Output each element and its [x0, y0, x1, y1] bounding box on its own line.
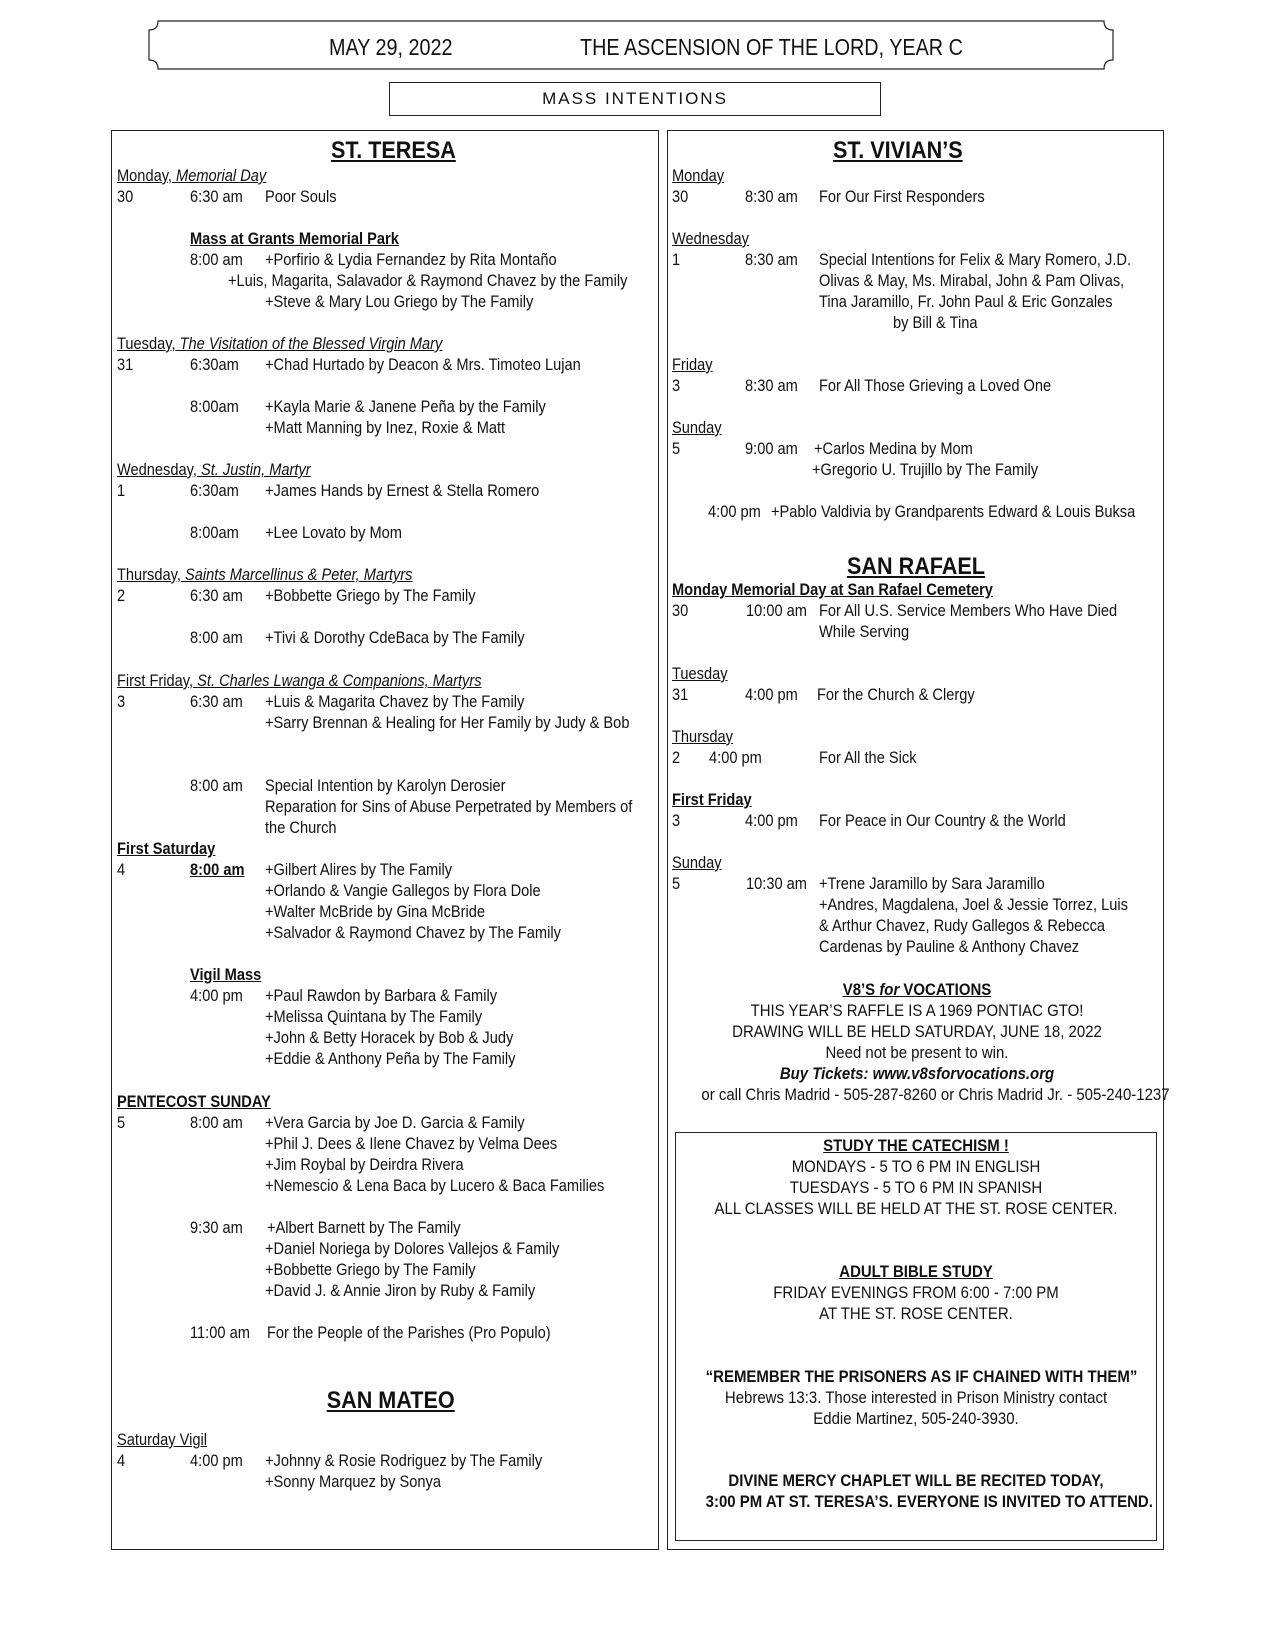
v8s-title: V8’S for VOCATIONS [842, 980, 992, 999]
intention-text: Special Intentions for Felix & Mary Romero, J.D. [819, 250, 1132, 269]
intention-text: by Bill & Tina [893, 313, 978, 332]
bulletin-date: MAY 29, 2022 [329, 34, 453, 60]
day-heading: First Friday [672, 790, 752, 809]
v8s-contact-line: or call Chris Madrid - 505-287-8260 or Chris Madrid Jr. - 505-240-1237 [701, 1085, 1170, 1104]
bible-study-line: FRIDAY EVENINGS FROM 6:00 - 7:00 PM [773, 1283, 1059, 1302]
date-number: 31 [117, 355, 134, 374]
v8s-line: DRAWING WILL BE HELD SATURDAY, JUNE 18, 2022 [732, 1022, 1102, 1041]
date-number: 3 [117, 692, 126, 711]
date-number: 2 [117, 586, 126, 605]
date-number: 5 [117, 1113, 126, 1132]
event-heading: Mass at Grants Memorial Park [190, 229, 399, 248]
mass-time: 6:30am [190, 481, 239, 500]
mass-time: 6:30 am [190, 692, 243, 711]
intention-text: +Daniel Noriega by Dolores Vallejos & Family [265, 1239, 560, 1258]
intention-text: +James Hands by Ernest & Stella Romero [265, 481, 540, 500]
mass-time: 8:30 am [745, 376, 798, 395]
intention-text: For the Church & Clergy [817, 685, 975, 704]
day-heading: Tuesday, The Visitation of the Blessed Virgin Mary [117, 334, 443, 353]
day-heading: Sunday [672, 853, 722, 872]
intention-text: +Chad Hurtado by Deacon & Mrs. Timoteo Lujan [265, 355, 581, 374]
st-vivians-title: ST. VIVIAN’S [833, 137, 963, 164]
date-number: 5 [672, 874, 681, 893]
intention-text: Olivas & May, Ms. Mirabal, John & Pam Olivas, [819, 271, 1125, 290]
intention-text: Cardenas by Pauline & Anthony Chavez [819, 937, 1080, 956]
intention-text: +Vera Garcia by Joe D. Garcia & Family [265, 1113, 525, 1132]
intention-text: +Paul Rawdon by Barbara & Family [265, 986, 498, 1005]
intention-text: +Porfirio & Lydia Fernandez by Rita Montaño [265, 250, 557, 269]
intention-text: +Bobbette Griego by The Family [265, 586, 476, 605]
mass-time: 8:00 am [190, 860, 245, 879]
intention-text: Reparation for Sins of Abuse Perpetrated by Members of [265, 797, 633, 816]
intention-text: +Walter McBride by Gina McBride [265, 902, 486, 921]
mass-intentions-heading: MASS INTENTIONS [389, 82, 881, 116]
date-number: 4 [117, 860, 126, 879]
mass-time: 8:00am [190, 523, 239, 542]
prison-ministry-line: Hebrews 13:3. Those interested in Prison Ministry contact [724, 1388, 1108, 1407]
intention-text: +Bobbette Griego by The Family [265, 1260, 476, 1279]
prison-ministry-line: Eddie Martinez, 505-240-3930. [813, 1409, 1019, 1428]
day-heading: Friday [672, 355, 713, 374]
intention-text: +Johnny & Rosie Rodriguez by The Family [265, 1451, 543, 1470]
intention-text: & Arthur Chavez, Rudy Gallegos & Rebecca [819, 916, 1106, 935]
event-heading: Vigil Mass [190, 965, 262, 984]
day-heading: First Saturday [117, 839, 216, 858]
day-heading: Monday [672, 166, 725, 185]
day-heading: Wednesday, St. Justin, Martyr [117, 460, 311, 479]
day-heading: PENTECOST SUNDAY [117, 1092, 271, 1111]
intention-text: +Orlando & Vangie Gallegos by Flora Dole [265, 881, 541, 900]
intention-text: +Salvador & Raymond Chavez by The Family [265, 923, 561, 942]
catechism-line: TUESDAYS - 5 TO 6 PM IN SPANISH [789, 1178, 1043, 1197]
intention-text: +Tivi & Dorothy CdeBaca by The Family [265, 628, 525, 647]
bulletin-feast: THE ASCENSION OF THE LORD, YEAR C [580, 34, 963, 60]
mass-time: 9:00 am [745, 439, 798, 458]
intention-text: +Melissa Quintana by The Family [265, 1007, 483, 1026]
day-heading: Thursday, Saints Marcellinus & Peter, Martyrs [117, 565, 413, 584]
mass-time: 8:00 am [190, 776, 243, 795]
intention-text: +Sonny Marquez by Sonya [265, 1472, 441, 1491]
intention-text: +Jim Roybal by Deirdra Rivera [265, 1155, 464, 1174]
intention-text: Tina Jaramillo, Fr. John Paul & Eric Gonzales [819, 292, 1113, 311]
intention-text: +Lee Lovato by Mom [265, 523, 402, 542]
intention-text: +Nemescio & Lena Baca by Lucero & Baca Families [265, 1176, 605, 1195]
day-heading: Monday Memorial Day at San Rafael Cemetery [672, 580, 993, 599]
mass-time: 4:00 pm [190, 1451, 243, 1470]
intention-text: +Albert Barnett by The Family [267, 1218, 461, 1237]
divine-mercy-line: DIVINE MERCY CHAPLET WILL BE RECITED TODAY, [728, 1471, 1104, 1490]
mass-time: 9:30 am [190, 1218, 243, 1237]
date-number: 30 [672, 187, 689, 206]
v8s-line: THIS YEAR’S RAFFLE IS A 1969 PONTIAC GTO! [750, 1001, 1084, 1020]
intention-text: +John & Betty Horacek by Bob & Judy [265, 1028, 514, 1047]
mass-time: 8:30 am [745, 187, 798, 206]
v8s-tickets-line: Buy Tickets: www.v8sforvocations.org [779, 1064, 1055, 1083]
intention-text: For All U.S. Service Members Who Have Died [819, 601, 1118, 620]
date-number: 3 [672, 376, 681, 395]
mass-time: 4:00 pm [745, 685, 798, 704]
day-heading: Thursday [672, 727, 733, 746]
intention-text: +Sarry Brennan & Healing for Her Family by Judy & Bob [265, 713, 630, 732]
divine-mercy-line: 3:00 PM AT ST. TERESA’S. EVERYONE IS INVITED TO ATTEND. [705, 1492, 1153, 1511]
intention-text: +Luis, Magarita, Salavador & Raymond Chavez by the Family [228, 271, 628, 290]
intention-text: +Phil J. Dees & Ilene Chavez by Velma Dees [265, 1134, 558, 1153]
intention-text: +Luis & Magarita Chavez by The Family [265, 692, 525, 711]
intention-text: For All the Sick [819, 748, 917, 767]
intention-text: For Peace in Our Country & the World [819, 811, 1066, 830]
mass-time: 11:00 am [190, 1323, 250, 1342]
day-heading: Tuesday [672, 664, 728, 683]
mass-time: 8:00 am [190, 1113, 243, 1132]
day-heading: Wednesday [672, 229, 749, 248]
v8s-line: Need not be present to win. [825, 1043, 1009, 1062]
intention-text: +Eddie & Anthony Peña by The Family [265, 1049, 516, 1068]
mass-time: 6:30 am [190, 586, 243, 605]
mass-time: 6:30 am [190, 187, 243, 206]
mass-time: 8:00 am [190, 250, 243, 269]
date-number: 31 [672, 685, 689, 704]
mass-time: 8:00am [190, 397, 239, 416]
mass-time: 4:00 pm [708, 502, 761, 521]
day-heading: First Friday, St. Charles Lwanga & Companions, Martyrs [117, 671, 482, 690]
date-number: 4 [117, 1451, 126, 1470]
catechism-title: STUDY THE CATECHISM ! [823, 1136, 1009, 1155]
catechism-line: ALL CLASSES WILL BE HELD AT THE ST. ROSE CENTER. [714, 1199, 1118, 1218]
bible-study-title: ADULT BIBLE STUDY [839, 1262, 993, 1281]
intention-text: +Kayla Marie & Janene Peña by the Family [265, 397, 546, 416]
mass-time: 6:30am [190, 355, 239, 374]
mass-time: 10:30 am [746, 874, 807, 893]
intention-text: While Serving [819, 622, 910, 641]
date-number: 30 [672, 601, 689, 620]
intention-text: +Trene Jaramillo by Sara Jaramillo [819, 874, 1045, 893]
intention-text: +Gregorio U. Trujillo by The Family [812, 460, 1039, 479]
intention-text: Special Intention by Karolyn Derosier [265, 776, 506, 795]
bible-study-line: AT THE ST. ROSE CENTER. [819, 1304, 1013, 1323]
mass-time: 8:00 am [190, 628, 243, 647]
day-heading: Monday, Memorial Day [117, 166, 267, 185]
mass-time: 4:00 pm [190, 986, 243, 1005]
date-number: 5 [672, 439, 681, 458]
intention-text: the Church [265, 818, 337, 837]
intention-text: +Carlos Medina by Mom [814, 439, 973, 458]
mass-time: 4:00 pm [709, 748, 762, 767]
intention-text: Poor Souls [265, 187, 337, 206]
date-number: 2 [672, 748, 681, 767]
date-number: 3 [672, 811, 681, 830]
date-number: 1 [672, 250, 681, 269]
san-rafael-title: SAN RAFAEL [847, 553, 986, 580]
intention-text: +Pablo Valdivia by Grandparents Edward & Louis Buksa [771, 502, 1136, 521]
intention-text: +Matt Manning by Inez, Roxie & Matt [265, 418, 506, 437]
mass-time: 10:00 am [746, 601, 807, 620]
mass-time: 4:00 pm [745, 811, 798, 830]
intention-text: For All Those Grieving a Loved One [819, 376, 1052, 395]
day-heading: Saturday Vigil [117, 1430, 207, 1449]
catechism-line: MONDAYS - 5 TO 6 PM IN ENGLISH [791, 1157, 1041, 1176]
intention-text: For Our First Responders [819, 187, 985, 206]
intention-text: +Andres, Magdalena, Joel & Jessie Torrez, Luis [819, 895, 1128, 914]
intention-text: +David J. & Annie Jiron by Ruby & Family [265, 1281, 536, 1300]
day-heading: Sunday [672, 418, 722, 437]
date-number: 30 [117, 187, 134, 206]
mass-time: 8:30 am [745, 250, 798, 269]
san-mateo-title: SAN MATEO [326, 1387, 455, 1414]
prison-ministry-title: “REMEMBER THE PRISONERS AS IF CHAINED WITH THEM” [705, 1367, 1138, 1386]
intention-text: +Gilbert Alires by The Family [265, 860, 453, 879]
intention-text: +Steve & Mary Lou Griego by The Family [265, 292, 534, 311]
intention-text: For the People of the Parishes (Pro Populo) [267, 1323, 551, 1342]
date-number: 1 [117, 481, 126, 500]
st-teresa-title: ST. TERESA [331, 137, 456, 164]
